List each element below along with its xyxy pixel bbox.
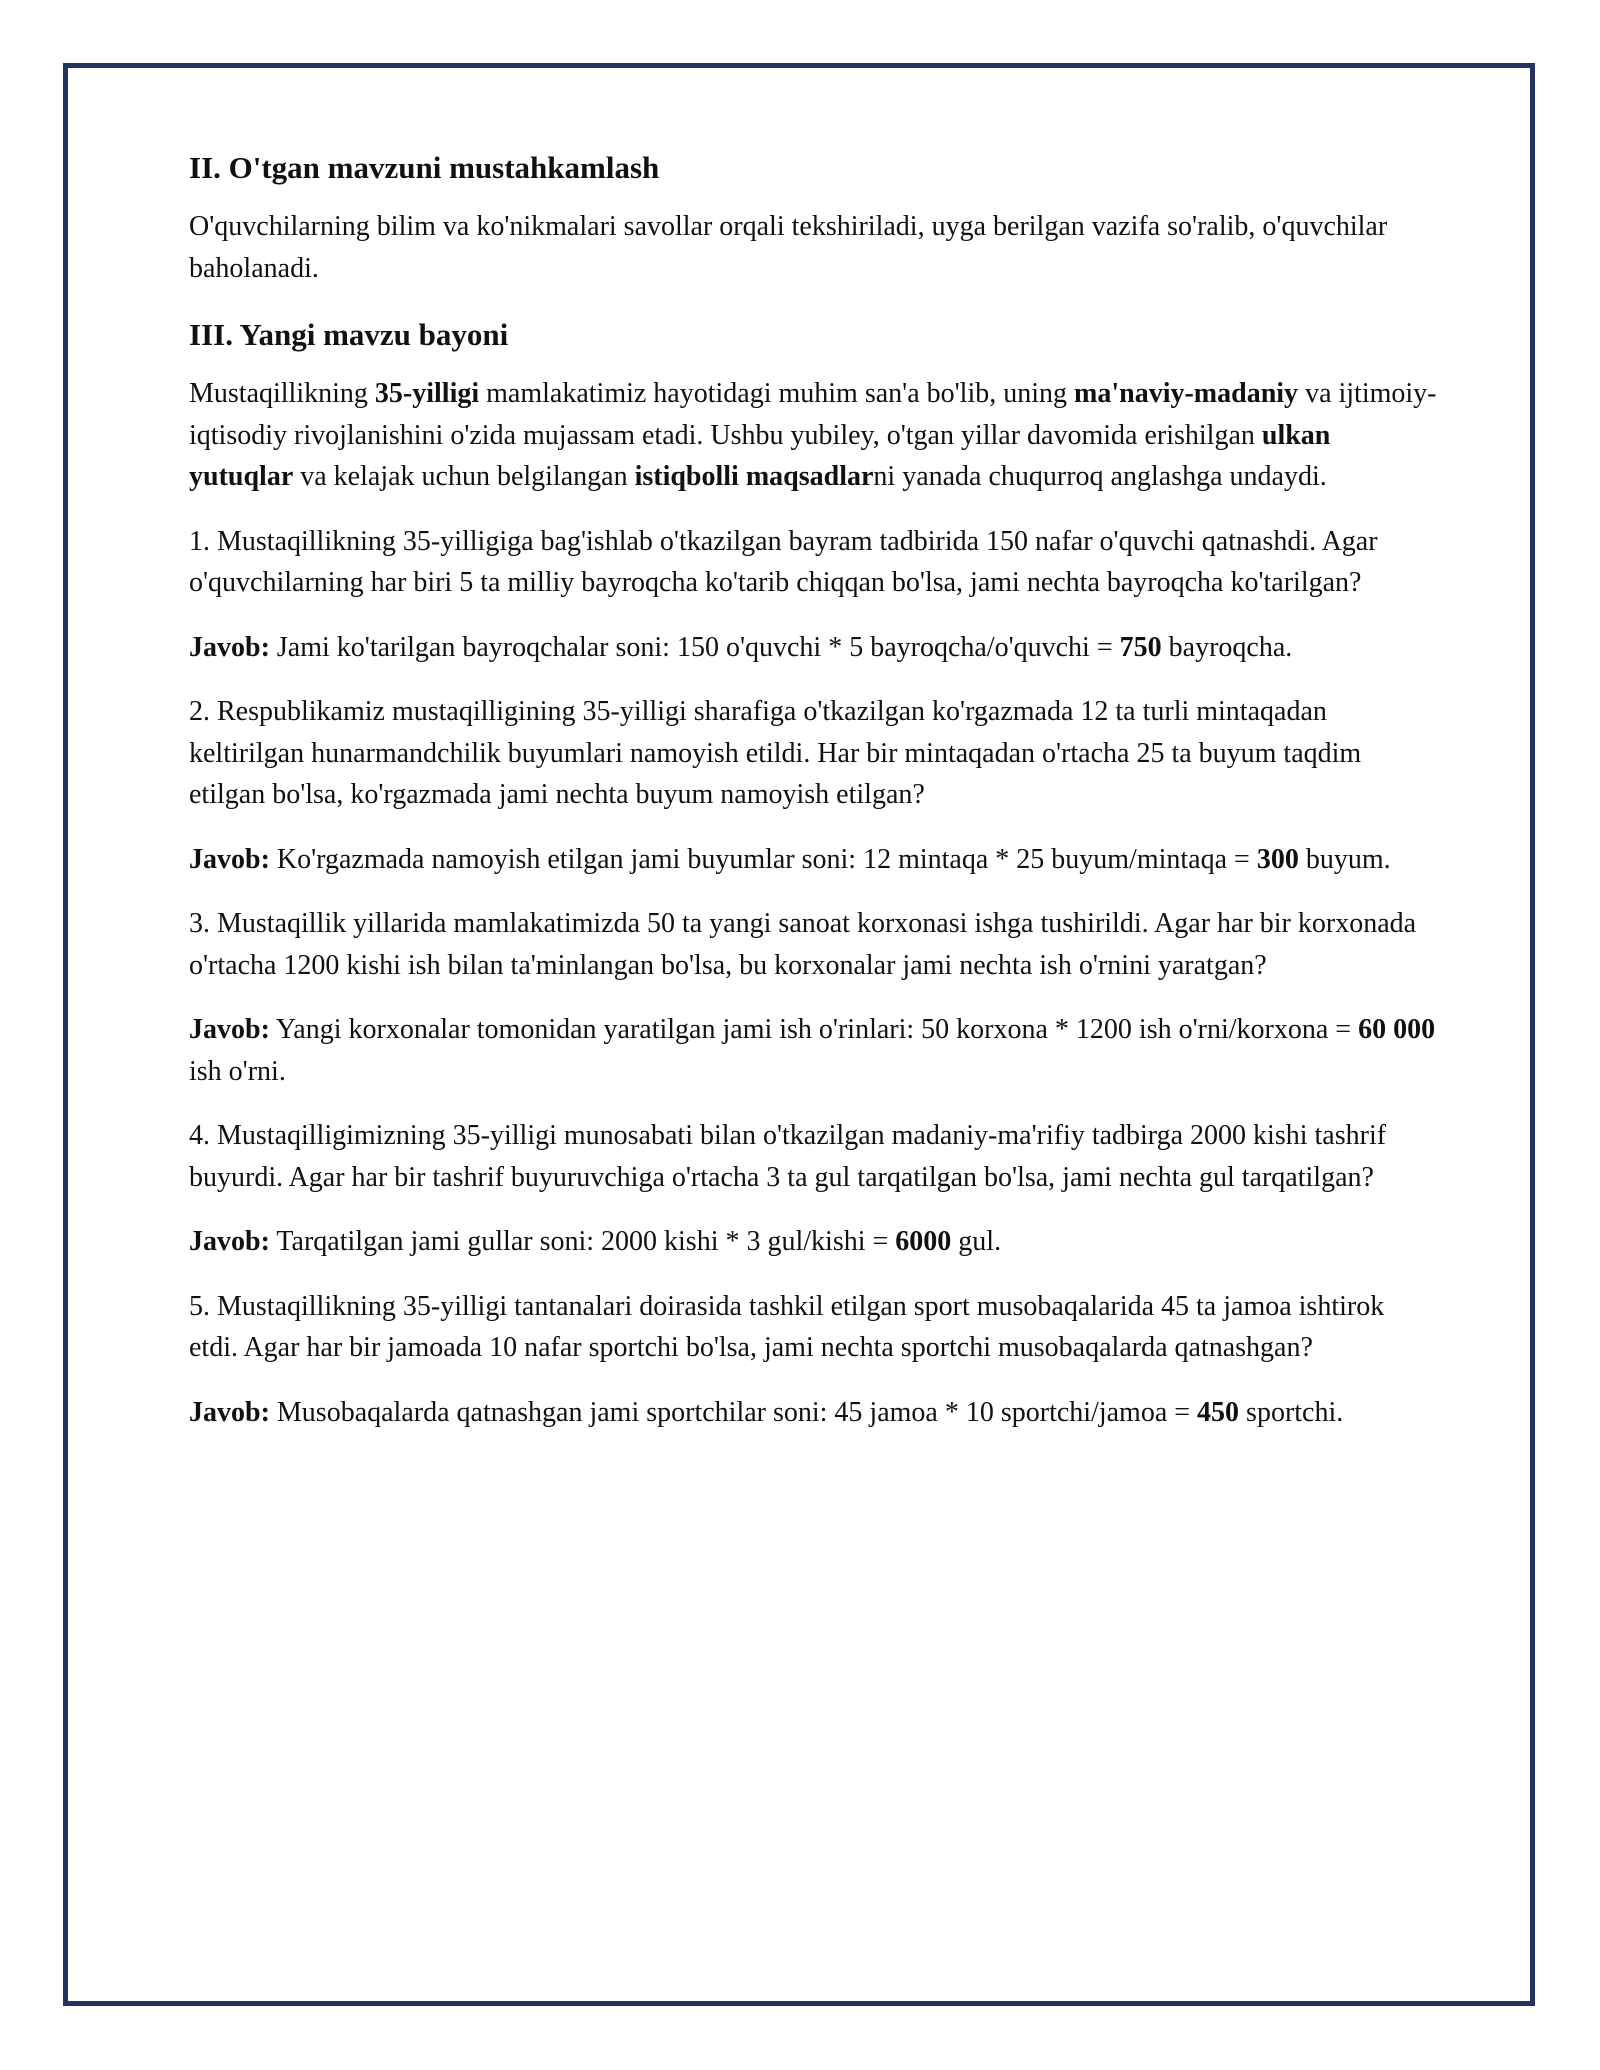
problem-4-question: 4. Mustaqilligimizning 35-yilligi munosabati bilan o'tkazilgan madaniy-ma'rifiy tadbirga 2000 kishi tashrif buyurdi. Agar har bir tashrif buyuruvchiga o'rtacha 3 ta gul tarqatilgan bo'lsa, jami nechta gul tarqatilgan?	[189, 1120, 1387, 1193]
intro-bold-4: istiqbolli maqsadlar	[634, 461, 874, 492]
section-2-heading: II. O'tgan mavzuni mustahkamlash	[189, 150, 660, 185]
problem-4-answer: Javob: Tarqatilgan jami gullar soni: 2000 kishi * 3 gul/kishi = 6000 gul.	[189, 1226, 1002, 1257]
problem-3-answer: Javob: Yangi korxonalar tomonidan yaratilgan jami ish o'rinlari: 50 korxona * 1200 ish o'rni/korxona = 60 000 ish o'rni.	[189, 1014, 1436, 1087]
problem-1-question: 1. Mustaqillikning 35-yilligiga bag'ishlab o'tkazilgan bayram tadbirida 150 nafar o'quvchi qatnashdi. Agar o'quvchilarning har biri 5 ta milliy bayroqcha ko'tarib chiqqan bo'lsa, jami nechta bayroqcha ko'tarilgan?	[189, 525, 1378, 598]
problem-5-answer: Javob: Musobaqalarda qatnashgan jami sportchilar soni: 45 jamoa * 10 sportchi/jamoa = 450 sportchi.	[189, 1396, 1344, 1428]
problem-2-answer: Javob: Ko'rgazmada namoyish etilgan jami buyumlar soni: 12 mintaqa * 25 buyum/mintaqa = 300 buyum.	[189, 843, 1391, 875]
section-3-intro: Mustaqillikning 35-yilligi mamlakatimiz hayotidagi muhim san'a bo'lib, uning ma'naviy-madaniy va ijtimoiy-iqtisodiy rivojlanishini o'zida mujassam etadi. Ushbu yubiley, o'tgan yillar davomida erishilgan ulkan yutuqlar va kelajak uchun belgilangan istiqbolli maqsadlarni yanada chuqurroq anglashga undaydi.	[189, 378, 1437, 492]
document-content	[189, 148, 1439, 1456]
answer-value: 60 000	[1358, 1014, 1436, 1045]
section-3-heading: III. Yangi mavzu bayoni	[189, 317, 509, 352]
problem-5-question: 5. Mustaqillikning 35-yilligi tantanalari doirasida tashkil etilgan sport musobaqalarida 45 ta jamoa ishtirok etdi. Agar har bir jamoada 10 nafar sportchi bo'lsa, jami nechta sportchi musobaqalarda qatnashgan?	[189, 1290, 1385, 1363]
answer-value: 450	[1197, 1396, 1240, 1428]
answer-label: Javob:	[189, 631, 270, 663]
answer-value: 750	[1119, 631, 1162, 663]
problem-3-question: 3. Mustaqillik yillarida mamlakatimizda 50 ta yangi sanoat korxonasi ishga tushirildi. Agar har bir korxonada o'rtacha 1200 kishi ish bilan ta'minlangan bo'lsa, bu korxonalar jami nechta ish o'rnini yaratgan?	[189, 908, 1417, 981]
answer-label: Javob:	[189, 1396, 270, 1428]
answer-label: Javob:	[189, 1226, 270, 1257]
answer-label: Javob:	[189, 1014, 270, 1045]
problem-2-question: 2. Respublikamiz mustaqilligining 35-yilligi sharafiga o'tkazilgan ko'rgazmada 12 ta turli mintaqadan keltirilgan hunarmandchilik buyumlari namoyish etildi. Har bir mintaqadan o'rtacha 25 ta buyum taqdim etilgan bo'lsa, ko'rgazmada jami nechta buyum namoyish etilgan?	[189, 696, 1362, 810]
section-2-text: O'quvchilarning bilim va ko'nikmalari savollar orqali tekshiriladi, uyga berilgan vazifa so'ralib, o'quvchilar baholanadi.	[189, 211, 1388, 284]
intro-bold-3: ulkan yutuqlar	[189, 419, 1331, 492]
intro-bold-2: ma'naviy-madaniy	[1074, 378, 1299, 409]
problem-1-answer: Javob: Jami ko'tarilgan bayroqchalar soni: 150 o'quvchi * 5 bayroqcha/o'quvchi = 750 bayroqcha.	[189, 631, 1293, 663]
answer-value: 6000	[895, 1226, 952, 1257]
answer-label: Javob:	[189, 843, 270, 875]
intro-bold-1: 35-yilligi	[374, 378, 480, 409]
answer-value: 300	[1256, 843, 1299, 875]
